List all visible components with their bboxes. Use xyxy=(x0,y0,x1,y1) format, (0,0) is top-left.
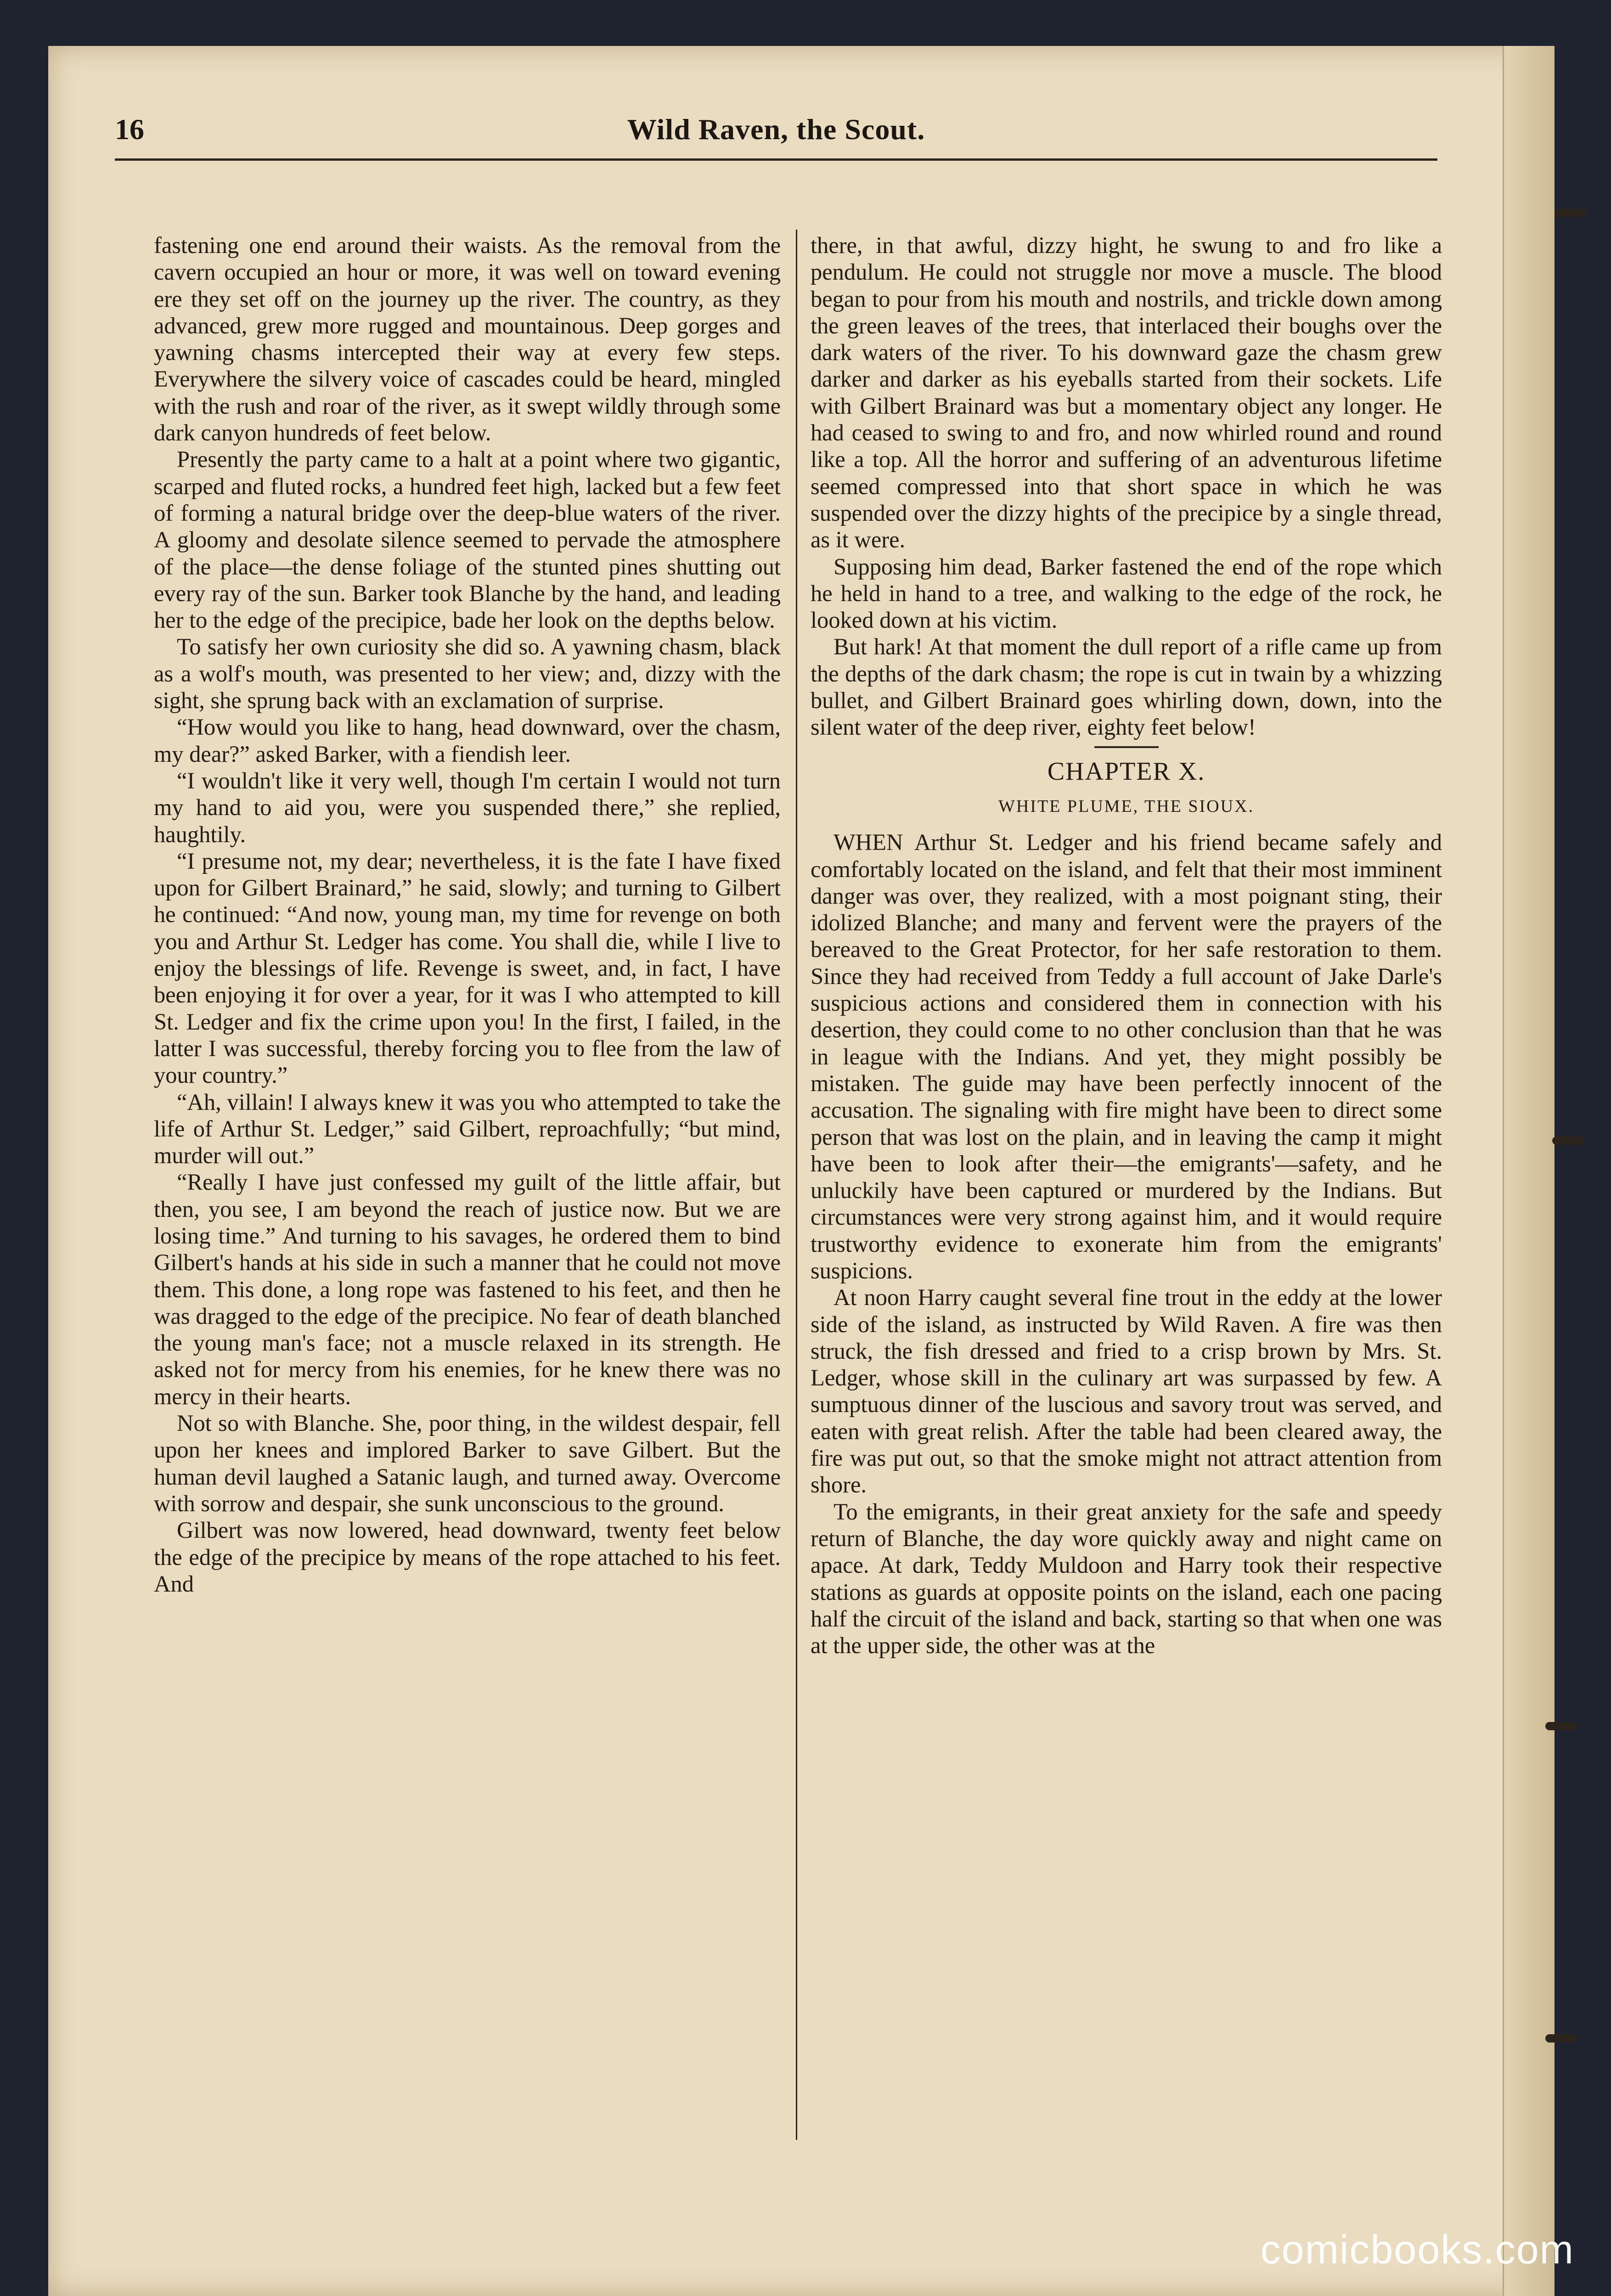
paragraph: But hark! At that moment the dull report of a rifle came up from the depths of the dark chasm; the rope is cut in twain by a whizzing bullet, and Gilbert Brainard goes whirling down, down, into the silent water of the deep river, eighty feet below! xyxy=(811,634,1442,740)
paragraph: At noon Harry caught several fine trout in the eddy at the lower side of the island, as instructed by Wild Raven. A fire was then struck, the fish dressed and fried to a crisp brown by Mrs. St. Ledger, whose skill in the culinary art was surpassed by few. A sumptuous dinner of the luscious and savory trout was served, and eaten with great relish. After the table had been cleared away, the fire was put out, so that the smoke might not attract attention from shore. xyxy=(811,1284,1442,1498)
section-break xyxy=(1094,746,1159,748)
paragraph: fastening one end around their waists. As the removal from the cavern occupied an hour or more, it was well on toward evening ere they set off on the journey up the river. The country, as they advanced, grew more rugged and mountainous. Deep gorges and yawning chasms intercepted their way at every few steps. Everywhere the silvery voice of cascades could be heard, mingled with the rush and roar of the river, as it swept wildly through some dark canyon hundreds of feet below. xyxy=(154,232,781,446)
right-column xyxy=(811,232,1442,2138)
paragraph: To satisfy her own curiosity she did so. A yawning chasm, black as a wolf's mouth, was presented to her view; and, dizzy with the sight, she sprung back with an exclamation of surprise. xyxy=(154,634,781,714)
watermark: comicbooks.com xyxy=(1260,2227,1574,2272)
page-binding xyxy=(1503,46,1555,2296)
paragraph: Supposing him dead, Barker fastened the end of the rope which he held in hand to a tree, and walking to the edge of the rock, he looked down at his victim. xyxy=(811,553,1442,633)
edge-mark xyxy=(1552,1137,1584,1145)
chapter-subtitle: WHITE PLUME, THE SIOUX. xyxy=(998,796,1254,816)
right-column-top xyxy=(811,232,1442,741)
edge-mark xyxy=(1545,2034,1577,2043)
paragraph: Not so with Blanche. She, poor thing, in the wildest despair, fell upon her knees and implored Barker to save Gilbert. But the human devil laughed a Satanic laugh, and turned away. Overcome with sorrow and despair, she sunk unconscious to the ground. xyxy=(154,1410,781,1516)
right-column-bottom xyxy=(811,829,1442,1659)
header-rule xyxy=(115,158,1437,161)
paragraph: “Really I have just confessed my guilt of the little affair, but then, you see, I am beyond the reach of justice now. But we are losing time.” And turning to his savages, he ordered them to bind Gilbert's hands at his side in such a manner that he could not move them. This done, a long rope was fastened to his feet, and then he was dragged to the edge of the precipice. No fear of death blanched the young man's face; not a muscle relaxed in its strength. He asked not for mercy from his enemies, for he knew there was no mercy in their hearts. xyxy=(154,1169,781,1409)
paragraph: To the emigrants, in their great anxiety for the safe and speedy return of Blanche, the day wore quickly away and night came on apace. At dark, Teddy Muldoon and Harry took their respective stations as guards at opposite points on the island, each one pacing half the circuit of the island and back, starting so that when one was at the upper side, the other was at the xyxy=(811,1498,1442,1659)
paragraph: Presently the party came to a halt at a point where two gigantic, scarped and fluted rocks, a hundred feet high, lacked but a few feet of forming a natural bridge over the deep-blue waters of the river. A gloomy and desolate silence seemed to pervade the atmosphere of the place—the dense foliage of the stunted pines shutting out every ray of the sun. Barker took Blanche by the hand, and leading her to the edge of the precipice, bade her look on the depths below. xyxy=(154,446,781,633)
paragraph: there, in that awful, dizzy hight, he swung to and fro like a pendulum. He could not struggle nor move a muscle. The blood began to pour from his mouth and nostrils, and trickle down among the green leaves of the trees, that interlaced their boughs over the dark waters of the river. To his downward gaze the chasm grew darker and darker as his eyeballs started from their sockets. Life with Gilbert Brainard was but a momentary object any longer. He had ceased to swing to and fro, and now whirled round and round like a top. All the horror and suffering of an adventurous lifetime seemed compressed into that short space in which he was suspended over the dizzy hights of the precipice by a single thread, as it were. xyxy=(811,232,1442,553)
running-title: Wild Raven, the Scout. xyxy=(627,113,925,146)
paragraph: “Ah, villain! I always knew it was you who attempted to take the life of Arthur St. Ledger,” said Gilbert, reproachfully; “but mind, murder will out.” xyxy=(154,1089,781,1169)
page-header xyxy=(115,103,1437,172)
column-divider xyxy=(796,230,797,2140)
paragraph: “I wouldn't like it very well, though I'm certain I would not turn my hand to aid you, were you suspended there,” she replied, haughtily. xyxy=(154,767,781,847)
paragraph: Gilbert was now lowered, head downward, twenty feet below the edge of the precipice by means of the rope attached to his feet. And xyxy=(154,1517,781,1597)
paragraph: “I presume not, my dear; nevertheless, it is the fate I have fixed upon for Gilbert Brainard,” he said, slowly; and turning to Gilbert he continued: “And now, young man, my time for revenge on both you and Arthur St. Ledger has come. You shall die, while I live to enjoy the blessings of life. Revenge is sweet, and, in fact, I have been enjoying it for over a year, for it was I who attempted to kill St. Ledger and fix the crime upon you! In the first, I failed, in the latter I was successful, thereby forcing you to flee from the law of your country.” xyxy=(154,848,781,1088)
paragraph: “How would you like to hang, head downward, over the chasm, my dear?” asked Barker, with a fiendish leer. xyxy=(154,714,781,767)
chapter-title: CHAPTER X. xyxy=(1047,757,1205,786)
paragraph: WHEN Arthur St. Ledger and his friend became safely and comfortably located on the island, and felt that their most imminent danger was over, they realized, with a most poignant sting, their idolized Blanche; and many and fervent were the prayers of the bereaved to the Great Protector, for her safe restoration to them. Since they had received from Teddy a full account of Jake Darle's suspicious actions and considered them in connection with his desertion, they could come to no other conclusion than that he was in league with the Indians. And yet, they might possibly be mistaken. The guide may have been perfectly innocent of the accusation. The signaling with fire might have been to direct some person that was lost on the plain, and in leaving the camp it might have been to look after their—the emigrants'—safety, and he unluckily have been captured or murdered by the Indians. But circumstances were very strong against him, and it would require trustworthy evidence to exonerate him from the emigrants' suspicions. xyxy=(811,829,1442,1283)
edge-mark xyxy=(1555,209,1587,217)
page-number: 16 xyxy=(115,113,144,146)
edge-mark xyxy=(1545,1722,1577,1730)
left-column xyxy=(154,232,781,2138)
